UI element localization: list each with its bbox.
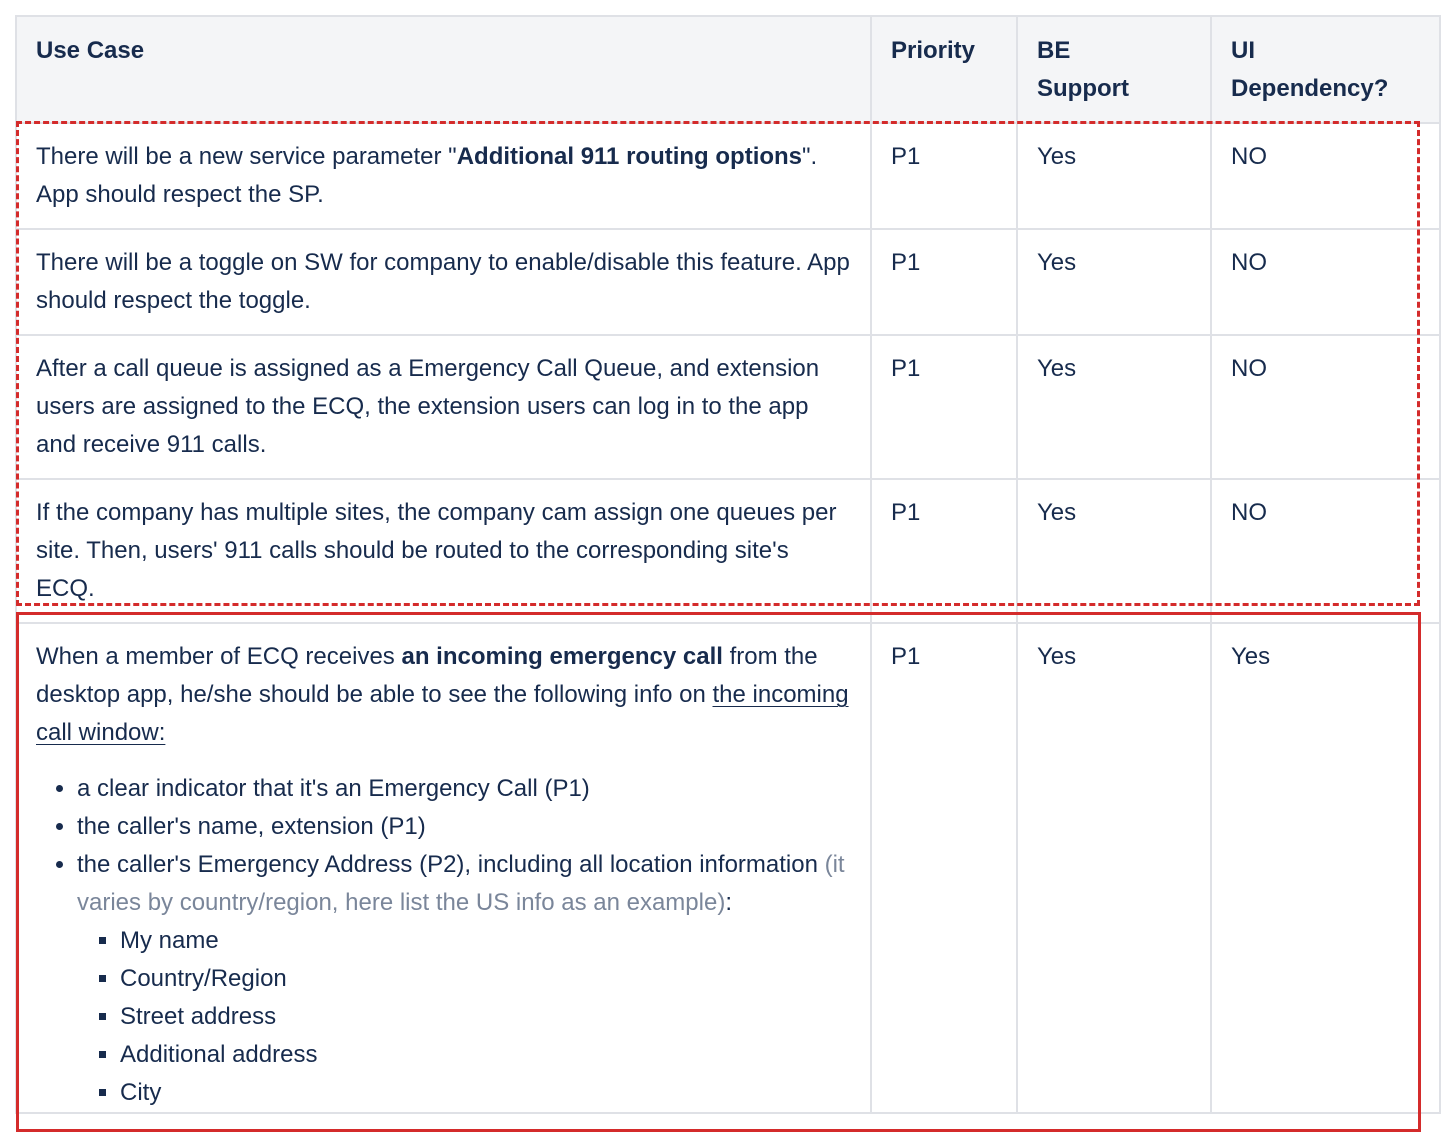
ui-dependency-cell: NO [1211, 229, 1440, 335]
incoming-call-window-link[interactable]: the incoming call window: [36, 681, 849, 746]
priority-cell: P1 [871, 623, 1017, 1113]
list-item-text: the caller's Emergency Address (P2), including all location information [77, 851, 825, 878]
use-case-cell: There will be a toggle on SW for company to enable/disable this feature. App should respect the toggle. [16, 229, 871, 335]
be-support-cell: Yes [1017, 229, 1211, 335]
be-support-cell: Yes [1017, 623, 1211, 1113]
ui-dependency-cell: NO [1211, 123, 1440, 229]
use-case-cell [16, 623, 871, 1113]
table-row [16, 623, 1440, 1113]
table-row [16, 229, 1440, 335]
requirements-table [15, 15, 1441, 1114]
be-support-cell: Yes [1017, 123, 1211, 229]
table-row [16, 479, 1440, 623]
use-case-text: When a member of ECQ receives [36, 643, 402, 670]
header-be-support-line2: Support [1037, 75, 1129, 102]
header-ui-dependency [1211, 16, 1440, 123]
list-item: ▪ Street address [120, 998, 852, 1036]
use-case-cell: After a call queue is assigned as a Emergency Call Queue, and extension users are assigned to the ECQ, the extension users can log in to the app and receive 911 calls. [16, 335, 871, 479]
list-item: ▪ My name [120, 922, 852, 960]
use-case-text: ". App should respect the SP. [36, 143, 818, 208]
use-case-cell [16, 123, 871, 229]
be-support-cell: Yes [1017, 479, 1211, 623]
list-item-text: : [725, 889, 732, 916]
address-field-list [77, 922, 852, 1112]
list-item: • a clear indicator that it's an Emergency Call (P1) [77, 770, 852, 808]
header-row [16, 16, 1440, 123]
use-case-text: There will be a new service parameter " [36, 143, 457, 170]
table-row [16, 335, 1440, 479]
service-parameter-name: Additional 911 routing options [456, 143, 803, 170]
list-item: ▪ Additional address [120, 1036, 852, 1074]
use-case-text: from the desktop app, he/she should be able to see the following info on [36, 643, 818, 708]
use-case-intro [36, 638, 852, 752]
list-item [77, 846, 852, 1112]
ui-dependency-cell: NO [1211, 335, 1440, 479]
priority-cell: P1 [871, 123, 1017, 229]
header-be-support [1017, 16, 1211, 123]
be-support-cell: Yes [1017, 335, 1211, 479]
header-ui-dependency-line1: UI [1231, 37, 1255, 64]
priority-cell: P1 [871, 479, 1017, 623]
ui-dependency-cell: NO [1211, 479, 1440, 623]
list-item: ▪ Country/Region [120, 960, 852, 998]
info-list [36, 770, 852, 1112]
header-use-case: Use Case [16, 16, 871, 123]
muted-note: (it varies by country/region, here list the US info as an example) [77, 851, 845, 916]
list-item: • the caller's name, extension (P1) [77, 808, 852, 846]
header-be-support-line1: BE [1037, 37, 1071, 64]
use-case-cell: If the company has multiple sites, the company cam assign one queues per site. Then, users' 911 calls should be routed to the corresponding site's ECQ. [16, 479, 871, 623]
list-item: ▪ City [120, 1074, 852, 1112]
priority-cell: P1 [871, 335, 1017, 479]
ui-dependency-cell: Yes [1211, 623, 1440, 1113]
table-row [16, 123, 1440, 229]
header-ui-dependency-line2: Dependency? [1231, 75, 1389, 102]
header-priority: Priority [871, 16, 1017, 123]
priority-cell: P1 [871, 229, 1017, 335]
emphasis-text: an incoming emergency call [401, 643, 723, 670]
